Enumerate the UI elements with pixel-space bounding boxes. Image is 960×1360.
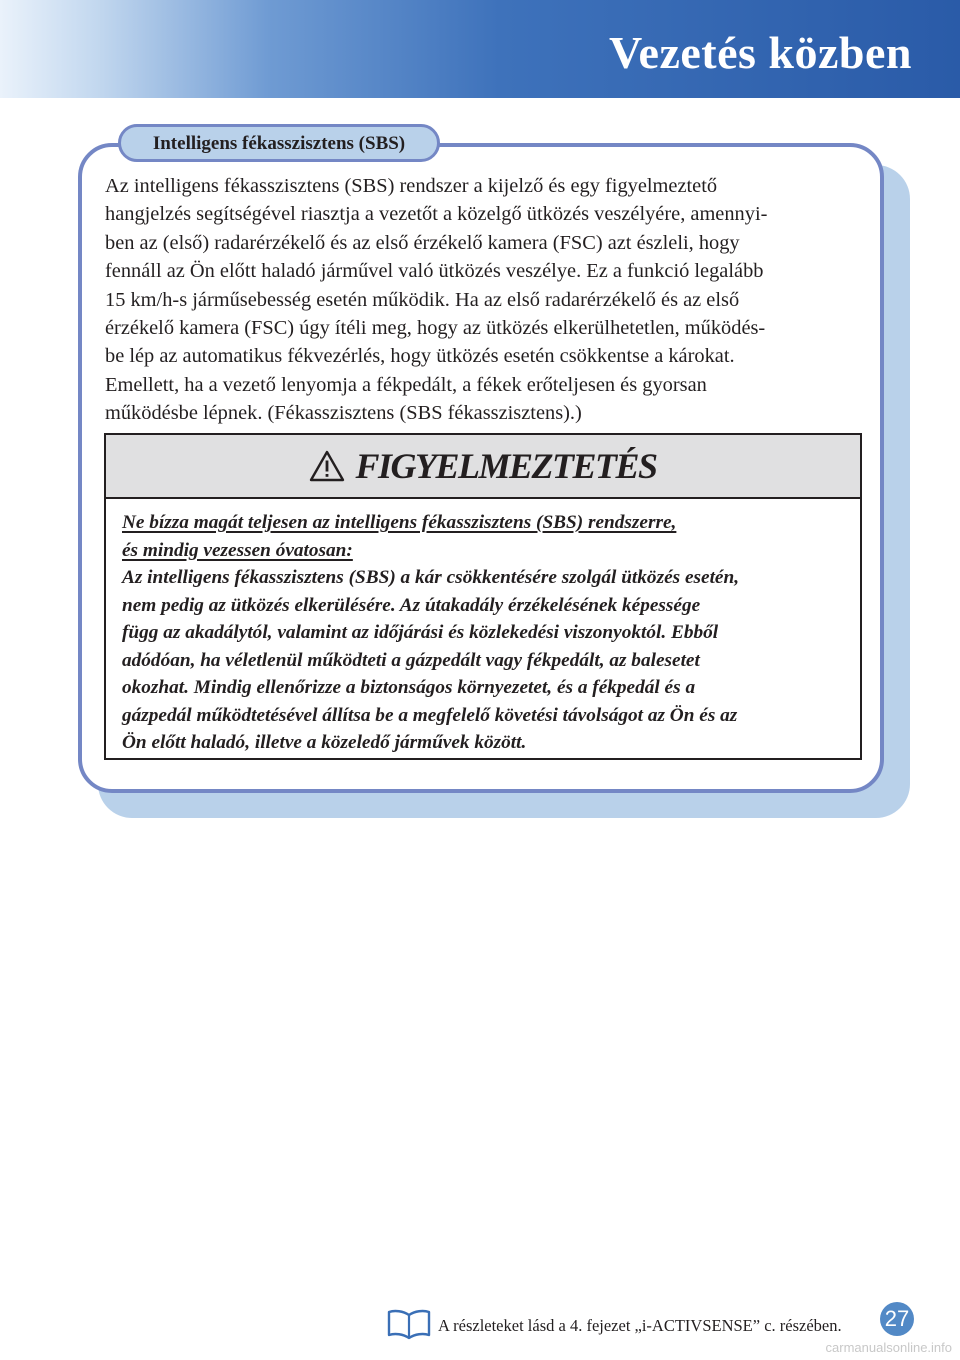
warning-line: nem pedig az ütközés elkerülésére. Az útakadály érzékelésének képessége — [122, 594, 701, 616]
body-line: hangjelzés segítségével riasztja a vezetőt a közelgő ütközés veszélyére, amennyi- — [105, 203, 768, 226]
warning-box — [104, 433, 862, 760]
warning-lead-line: Ne bízza magát teljesen az intelligens fékasszisztens (SBS) rendszerre, — [122, 512, 677, 533]
chapter-reference: A részleteket lásd a 4. fejezet „i-ACTIVSENSE” c. részében. — [438, 1316, 842, 1335]
warning-line: gázpedál működtetésével állítsa be a megfelelő követési távolságot az Ön és az — [122, 704, 738, 726]
warning-lead-line: és mindig vezessen óvatosan: — [122, 539, 353, 561]
body-line: ben az (első) radarérzékelő és az első érzékelő kamera (FSC) azt észleli, hogy — [105, 231, 740, 254]
body-line: fennáll az Ön előtt haladó járművel való ütközés veszélye. Ez a funkció legalább — [105, 260, 764, 283]
warning-title: FIGYELMEZTETÉS — [355, 446, 657, 486]
warning-line: okozhat. Mindig ellenőrizze a biztonságos környezetet, és a fékpedál és a — [122, 677, 696, 698]
warning-body — [122, 509, 852, 757]
section-tab: Intelligens fékasszisztens (SBS) — [118, 124, 440, 162]
warning-line: adódóan, ha véletlenül működteti a gázpedált vagy fékpedált, az balesetet — [122, 649, 700, 671]
body-line: működésbe lépnek. (Fékasszisztens (SBS fékasszisztens).) — [105, 402, 582, 425]
open-book-icon — [386, 1308, 432, 1340]
section-body — [105, 172, 855, 428]
warning-header — [106, 435, 860, 499]
body-line: érzékelő kamera (FSC) úgy ítéli meg, hogy az ütközés elkerülhetetlen, működés- — [105, 317, 766, 340]
page-number-badge: 27 — [880, 1302, 914, 1336]
warning-line: Az intelligens fékasszisztens (SBS) a kár csökkentésére szolgál ütközés esetén, — [122, 567, 740, 588]
body-line: Az intelligens fékasszisztens (SBS) rendszer a kijelző és egy figyelmeztető — [105, 175, 718, 197]
warning-line: Ön előtt haladó, illetve a közeledő járművek között. — [122, 732, 527, 753]
warning-line: függ az akadálytól, valamint az időjárási és közlekedési viszonyoktól. Ebből — [122, 622, 719, 643]
warning-triangle-icon — [309, 450, 345, 482]
watermark: carmanualsonline.info — [825, 1340, 952, 1355]
body-line: Emellett, ha a vezető lenyomja a fékpedált, a fékek erőteljesen és gyorsan — [105, 373, 707, 396]
body-line: be lép az automatikus fékvezérlés, hogy ütközés esetén csökkentse a károkat. — [105, 345, 735, 368]
page-title: Vezetés közben — [609, 27, 912, 78]
body-line: 15 km/h-s járműsebesség esetén működik. Ha az első radarérzékelő és az első — [105, 288, 740, 311]
